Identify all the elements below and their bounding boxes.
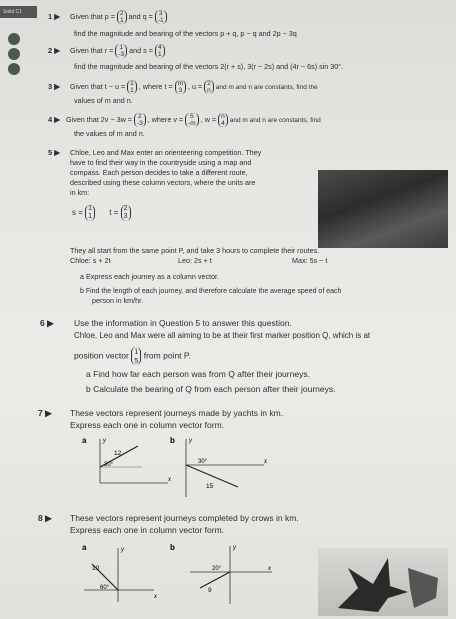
y-axis-label: y [103,438,106,444]
angle-label: 20° [212,566,222,572]
vector-r: 1 -3 [115,44,127,58]
q8-line2: Express each one in column vector form. [70,525,225,535]
q6-part-a: a Find how far each person was from Q after their journeys. [86,369,310,379]
question-number: 8 ▶ [38,513,52,523]
s-label: s = [72,208,83,218]
q4-line2: the values of m and n. [74,129,145,138]
sidebar-dot-icon [8,33,20,45]
q6-text-post: from point P. [143,350,191,361]
question-1 [48,10,167,24]
vector-v: 5 -m [185,113,199,127]
question-8 [38,513,52,524]
length-label: 10 [92,565,100,572]
q2-line2: find the magnitude and bearing of the vectors 2(r + s), 3(r − 2s) and (4r − 6s) sin 30°. [74,62,344,71]
question-number: 7 ▶ [38,408,52,418]
vector-q: 3 -1 [155,10,167,24]
q7-line1: These vectors represent journeys made by yachts in km. [70,408,284,418]
x-axis-label: x [268,566,271,572]
q5-part-b2: person in km/hr. [92,296,144,305]
q2-text: Given that r = [70,45,114,55]
q4-text-end: and m and n are constants, find [229,116,321,124]
vector-p: 2 1 [117,10,127,24]
sidebar-dot-icon [8,63,20,75]
q3-text-u: , u = [187,81,203,91]
q3-text-where: , where t = [138,81,173,91]
vector-t5: 2 3 [121,205,131,221]
q6-position [74,347,191,365]
q7b-label: b [170,436,175,445]
question-7 [38,408,52,419]
vector-s5: 1 1 [85,205,95,221]
q7b-diagram [168,433,278,503]
y-axis-label: y [189,438,192,444]
q7a-diagram [80,433,180,493]
y-axis-label: y [233,545,236,551]
question-6 [40,318,54,329]
q5-line: described using these column vectors, where the units are [70,178,256,187]
q1-line2: find the magnitude and bearing of the vectors p + q, p − q and 2p − 3q [74,29,297,38]
length-label: 9 [208,587,212,594]
q3-text: Given that t − u = [70,81,126,91]
q5-part-b1: b Find the length of each journey, and therefore calculate the average speed of each [80,288,342,295]
q5-line: Chloe, Leo and Max enter an orienteering competition. They [70,148,262,157]
q5-chloe: Chloe: s + 2t [70,256,111,265]
q8a-label: a [82,543,87,552]
q8-line1: These vectors represent journeys completed by crows in km. [70,513,299,523]
question-number: 3 ▶ [48,81,61,91]
q5-max: Max: 5s − t [292,256,328,265]
q6-line2: Chloe, Leo and Max were all aiming to be at their first marker position Q, which is at [74,331,371,340]
q5-part-a: a Express each journey as a column vector. [80,272,220,281]
vector-t: m 3 [175,80,186,94]
angle-label: 30° [104,462,114,468]
question-number: 1 ▶ [48,11,61,21]
tab-label: Solid C1 [0,6,37,18]
q2-text-and: and s = [129,45,153,55]
q1-text-and: and q = [128,11,153,21]
vector-vw: 2 -3 [134,113,146,127]
q3-text-end: and m and n are constants, find the [215,83,318,91]
question-number: 2 ▶ [48,45,61,55]
orienteering-photo [318,170,448,248]
vector-w: n 4 [218,113,228,127]
question-3 [48,80,318,94]
q8a-diagram [80,540,170,610]
q7a-label: a [82,436,87,445]
q8b-diagram [168,540,278,610]
q5-paragraph [70,148,261,198]
t-label: t = [109,208,119,218]
q6-part-b: b Calculate the bearing of Q from each person after their journeys. [86,384,336,394]
length-label: 15 [206,483,214,490]
crow-photo [318,548,448,616]
y-axis-label: y [121,547,124,553]
length-label: 12 [114,450,122,457]
question-number: 5 ▶ [48,148,61,157]
q8b-label: b [170,543,175,552]
x-axis-label: x [154,594,157,600]
q6-text: position vector [74,350,129,361]
q3-line2: values of m and n. [74,96,133,105]
question-number: 6 ▶ [40,318,54,328]
q4-text: Given that 2v − 3w = [66,114,132,124]
question-4 [48,113,321,127]
question-number: 4 ▶ [48,114,61,124]
q4-text-w: , w = [200,114,217,124]
q5-start-line: They all start from the same point P, and take 3 hours to complete their routes. [70,246,320,255]
vector-line [200,572,230,588]
q4-text-where: , where v = [147,114,184,124]
q5-line: have to find their way in the countryside using a map and [70,158,252,167]
vector-tu: 1 1 [127,80,137,94]
x-axis-label: x [168,477,171,483]
angle-label: 60° [100,585,110,591]
vector-s: 4 1 [155,44,165,58]
q6-line1: Use the information in Question 5 to answer this question. [74,318,292,328]
crow-silhouette-icon [318,548,448,616]
vector-q-position: 1 5 [131,347,141,365]
q5-vectors [72,205,131,221]
question-2 [48,44,165,58]
q5-leo: Leo: 2s + t [178,256,212,265]
q1-text: Given that p = [70,11,115,21]
q5-line: in km: [70,188,90,197]
angle-label: 30° [198,459,208,465]
q7-line2: Express each one in column vector form. [70,420,225,430]
sidebar-dot-icon [8,48,20,60]
q5-line: compass. Each person decides to take a different route, [70,168,248,177]
x-axis-label: x [264,459,267,465]
vector-u: 2 n [204,80,214,94]
